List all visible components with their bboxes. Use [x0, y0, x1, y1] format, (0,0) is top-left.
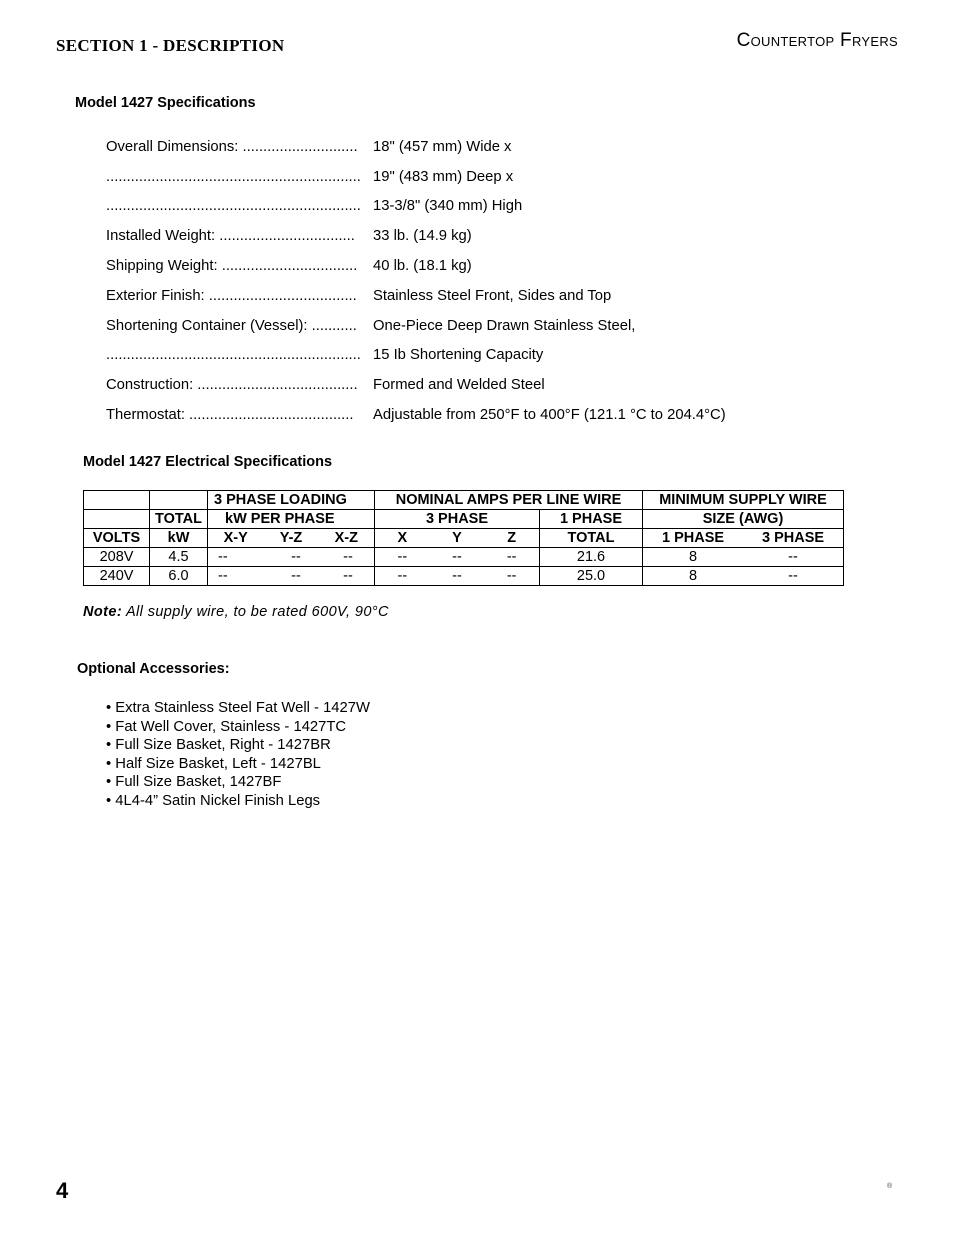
- header-y: Y: [452, 529, 462, 546]
- header-kw: kW: [150, 529, 208, 548]
- header-nominal-amps: NOMINAL AMPS PER LINE WIRE: [375, 491, 643, 510]
- header-wire-phases: [643, 529, 844, 548]
- table-cell: [84, 510, 150, 529]
- list-item: • Full Size Basket, 1427BF: [106, 774, 282, 791]
- header-amps-total: TOTAL: [540, 529, 643, 548]
- spec-value: Adjustable from 250°F to 400°F (121.1 °C to 204.4°C): [373, 407, 726, 424]
- spec-row: [106, 221, 726, 251]
- table-header-row: [84, 529, 844, 548]
- header-x: X: [397, 529, 408, 546]
- spec-label: Shipping Weight: .................................: [106, 258, 358, 275]
- header-min-supply: MINIMUM SUPPLY WIRE: [643, 491, 844, 510]
- cell-xz: --: [343, 548, 353, 565]
- accessories-title: Optional Accessories:: [77, 661, 230, 677]
- accessories-list: [106, 699, 370, 811]
- cell-x: --: [397, 567, 408, 584]
- spec-label: Thermostat: ........................................: [106, 407, 354, 424]
- header-xz: X-Z: [334, 529, 358, 546]
- cell-xz: --: [343, 567, 353, 584]
- cell-volts: 208V: [84, 548, 150, 567]
- header-kw-per-phase: kW PER PHASE: [208, 510, 375, 529]
- cell-three-phase-amps: [375, 567, 540, 586]
- cell-y: --: [452, 548, 462, 565]
- spec-label: Construction: .......................................: [106, 377, 358, 394]
- header-three-phase-loading: 3 PHASE LOADING: [208, 491, 375, 510]
- table-row: [84, 567, 844, 586]
- header-xy: X-Y: [223, 529, 248, 546]
- spec-value: Formed and Welded Steel: [373, 377, 545, 394]
- cell-xy: --: [218, 548, 228, 565]
- cell-wire-three-phase: --: [788, 548, 798, 565]
- header-phase-pairs: [208, 529, 375, 548]
- list-item: • 4L4-4” Satin Nickel Finish Legs: [106, 792, 321, 809]
- header-z: Z: [507, 529, 517, 546]
- table-header-row: [84, 491, 844, 510]
- spec-row: [106, 370, 726, 400]
- spec-label: ..............................................................: [106, 168, 361, 185]
- list-item: • Extra Stainless Steel Fat Well - 1427W: [106, 700, 370, 716]
- spec-row: [106, 281, 726, 311]
- spec-value: 15 Ib Shortening Capacity: [373, 347, 544, 364]
- spec-row: [106, 311, 726, 341]
- header-yz: Y-Z: [279, 529, 303, 546]
- cell-yz: --: [291, 548, 301, 565]
- registered-mark: ®: [887, 1183, 893, 1190]
- cell-kw: 6.0: [150, 567, 208, 586]
- cell-three-phase-amps: [375, 548, 540, 567]
- header-wire-three-phase: 3 PHASE: [761, 529, 825, 546]
- spec-label: Installed Weight: .................................: [106, 228, 355, 245]
- electrical-table: [83, 490, 844, 586]
- spec-value: 19" (483 mm) Deep x: [373, 168, 514, 185]
- spec-label: Exterior Finish: ....................................: [106, 287, 357, 304]
- cell-z: --: [506, 548, 517, 565]
- cell-yz: --: [291, 567, 301, 584]
- specs-list: [106, 132, 726, 430]
- note-label: Note:: [83, 604, 123, 620]
- spec-row: [106, 132, 726, 162]
- spec-value: 40 lb. (18.1 kg): [373, 258, 472, 275]
- cell-xy: --: [218, 567, 228, 584]
- cell-volts: 240V: [84, 567, 150, 586]
- cell-wire-three-phase: --: [788, 567, 798, 584]
- spec-value: One-Piece Deep Drawn Stainless Steel,: [373, 317, 636, 334]
- header-volts: VOLTS: [84, 529, 150, 548]
- supply-wire-note: [83, 604, 389, 620]
- spec-row: [106, 192, 726, 222]
- note-text: All supply wire, to be rated 600V, 90°C: [122, 604, 389, 620]
- spec-label: Shortening Container (Vessel): ...........: [106, 317, 357, 334]
- list-item: • Full Size Basket, Right - 1427BR: [106, 737, 331, 754]
- table-cell: [150, 491, 208, 510]
- cell-one-phase-total: 21.6: [540, 548, 643, 567]
- electrical-title: Model 1427 Electrical Specifications: [83, 454, 333, 470]
- header-wire-one-phase: 1 PHASE: [661, 529, 725, 546]
- cell-one-phase-total: 25.0: [540, 567, 643, 586]
- spec-row: [106, 162, 726, 192]
- spec-value: Stainless Steel Front, Sides and Top: [373, 287, 612, 304]
- spec-row: [106, 341, 726, 371]
- header-one-phase: 1 PHASE: [540, 510, 643, 529]
- list-item: • Half Size Basket, Left - 1427BL: [106, 755, 321, 772]
- cell-kw-phase: [208, 567, 375, 586]
- cell-z: --: [506, 567, 517, 584]
- table-cell: [84, 491, 150, 510]
- cell-wire-size: [643, 548, 844, 567]
- spec-label: Overall Dimensions: ............................: [106, 138, 358, 155]
- spec-value: 33 lb. (14.9 kg): [373, 228, 472, 245]
- cell-wire-size: [643, 567, 844, 586]
- specs-title: Model 1427 Specifications: [75, 95, 256, 111]
- running-title: Countertop Fryers: [736, 30, 898, 51]
- header-three-phase: 3 PHASE: [375, 510, 540, 529]
- spec-label: ..............................................................: [106, 198, 361, 215]
- cell-kw: 4.5: [150, 548, 208, 567]
- spec-value: 13-3/8" (340 mm) High: [373, 198, 523, 215]
- cell-wire-one-phase: 8: [688, 548, 698, 565]
- header-total: TOTAL: [150, 510, 208, 529]
- header-size-awg: SIZE (AWG): [643, 510, 844, 529]
- list-item: • Fat Well Cover, Stainless - 1427TC: [106, 718, 347, 735]
- page-number: 4: [56, 1178, 69, 1203]
- cell-y: --: [452, 567, 462, 584]
- spec-label: ..............................................................: [106, 347, 361, 364]
- table-row: [84, 548, 844, 567]
- cell-wire-one-phase: 8: [688, 567, 698, 584]
- header-lines: [375, 529, 540, 548]
- spec-value: 18" (457 mm) Wide x: [373, 138, 512, 155]
- spec-row: [106, 251, 726, 281]
- table-header-row: [84, 510, 844, 529]
- cell-kw-phase: [208, 548, 375, 567]
- spec-row: [106, 400, 726, 430]
- cell-x: --: [397, 548, 408, 565]
- section-heading: SECTION 1 - DESCRIPTION: [56, 36, 285, 55]
